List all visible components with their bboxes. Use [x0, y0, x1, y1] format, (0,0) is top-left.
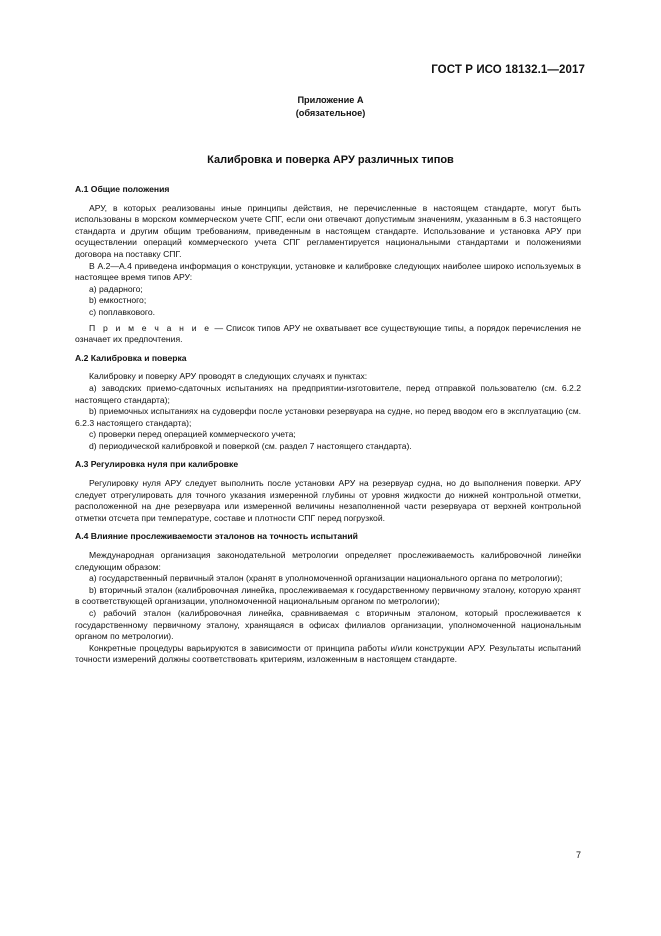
note-label: П р и м е ч а н и е — [89, 322, 212, 333]
page-number: 7 — [575, 850, 581, 860]
appendix-heading — [0, 94, 661, 120]
note — [75, 323, 581, 346]
section-heading-a3: А.3 Регулировка нуля при калибровке — [75, 459, 239, 470]
standard-code: ГОСТ Р ИСО 18132.1—2017 — [431, 64, 585, 76]
appendix-title: Приложение А — [297, 95, 364, 105]
list-item: c) поплавкового. — [89, 306, 155, 317]
list-item: c) проверки перед операцией коммерческого учета; — [89, 429, 296, 440]
paragraph: Калибровку и поверку АРУ проводят в следующих случаях и пунктах: — [89, 371, 368, 382]
list-item: a) государственный первичный эталон (хранят в уполномоченной организации национального органа по метрологии); — [89, 573, 563, 584]
section-heading-a2: А.2 Калибровка и поверка — [75, 352, 187, 363]
list-item: d) периодической калибровкой и поверкой (см. раздел 7 настоящего стандарта). — [89, 440, 412, 451]
list-item: a) радарного; — [89, 283, 143, 294]
section-heading-a4: А.4 Влияние прослеживаемости эталонов на точность испытаний — [75, 531, 358, 542]
paragraph: Международная организация законодательной метрологии определяет прослеживаемость калибровочной линейки следующим образом: — [75, 550, 581, 572]
paragraph: Регулировку нуля АРУ следует выполнить после установки АРУ на резервуар судна, но до выполнения поверки. АРУ следует отрегулировать для точного указания измеренной глубины от уровня жидкости до нижней контрольной отметки, расположенной на дне резервуара или измеренной величины незаполненной части резервуара от верхней контрольной отметки отсчета при температуре, составе и плотности СПГ перед погрузкой. — [75, 478, 581, 523]
section-heading-a1: А.1 Общие положения — [75, 184, 170, 194]
note-text: — Список типов АРУ не охватывает все существующие типы, а порядок перечисления не означает их предпочтения. — [75, 322, 581, 345]
list-item: b) вторичный эталон (калибровочная линейка, прослеживаемая к государственному первичному эталону, которую хранят в соответствующей организации, уполномоченной национальным органом по метрологии); — [75, 584, 581, 607]
paragraph: АРУ, в которых реализованы иные принципы действия, не перечисленные в настоящем стандарте, могут быть использованы в морском коммерческом учете СПГ, если они отвечают допустимым значениям, указанным в 6.3 настоящего стандарта и другим общим требованиям, приведенным в настоящем стандарте. Использование и установка АРУ при осуществлении операций коммерческого учета СПГ регламентируется национальными стандартами и положениями договора на поставку СПГ. — [75, 202, 581, 259]
paragraph: Конкретные процедуры варьируются в зависимости от принципа работы и/или конструкции АРУ. Результаты испытаний точности измерений должны соответствовать критериям, изложенным в настоящем стандарте. — [75, 642, 581, 665]
document-title: Калибровка и поверка АРУ различных типов — [207, 154, 454, 166]
list-item: b) емкостного; — [89, 295, 147, 306]
document-body — [75, 184, 581, 666]
list-item: a) заводских приемо-сдаточных испытаниях на предприятии-изготовителе, перед отправкой пользователю (см. 6.2.2 настоящего стандарта); — [75, 382, 581, 405]
paragraph: В А.2—А.4 приведена информация о конструкции, установке и калибровке следующих наиболее широко используемых в настоящее время типов АРУ: — [75, 260, 581, 283]
appendix-status: (обязательное) — [295, 108, 366, 118]
list-item: b) приемочных испытаниях на судоверфи после установки резервуара на судне, но перед вводом его в эксплуатацию (см. 6.2.3 настоящего стандарта); — [75, 406, 581, 428]
list-item: c) рабочий эталон (калибровочная линейка, сравниваемая с вторичным эталоном, который прослеживается к государственному первичному эталону, хранящаяся в офисах филиалов организации, уполномоченной национальным органом по метрологии). — [75, 608, 581, 642]
